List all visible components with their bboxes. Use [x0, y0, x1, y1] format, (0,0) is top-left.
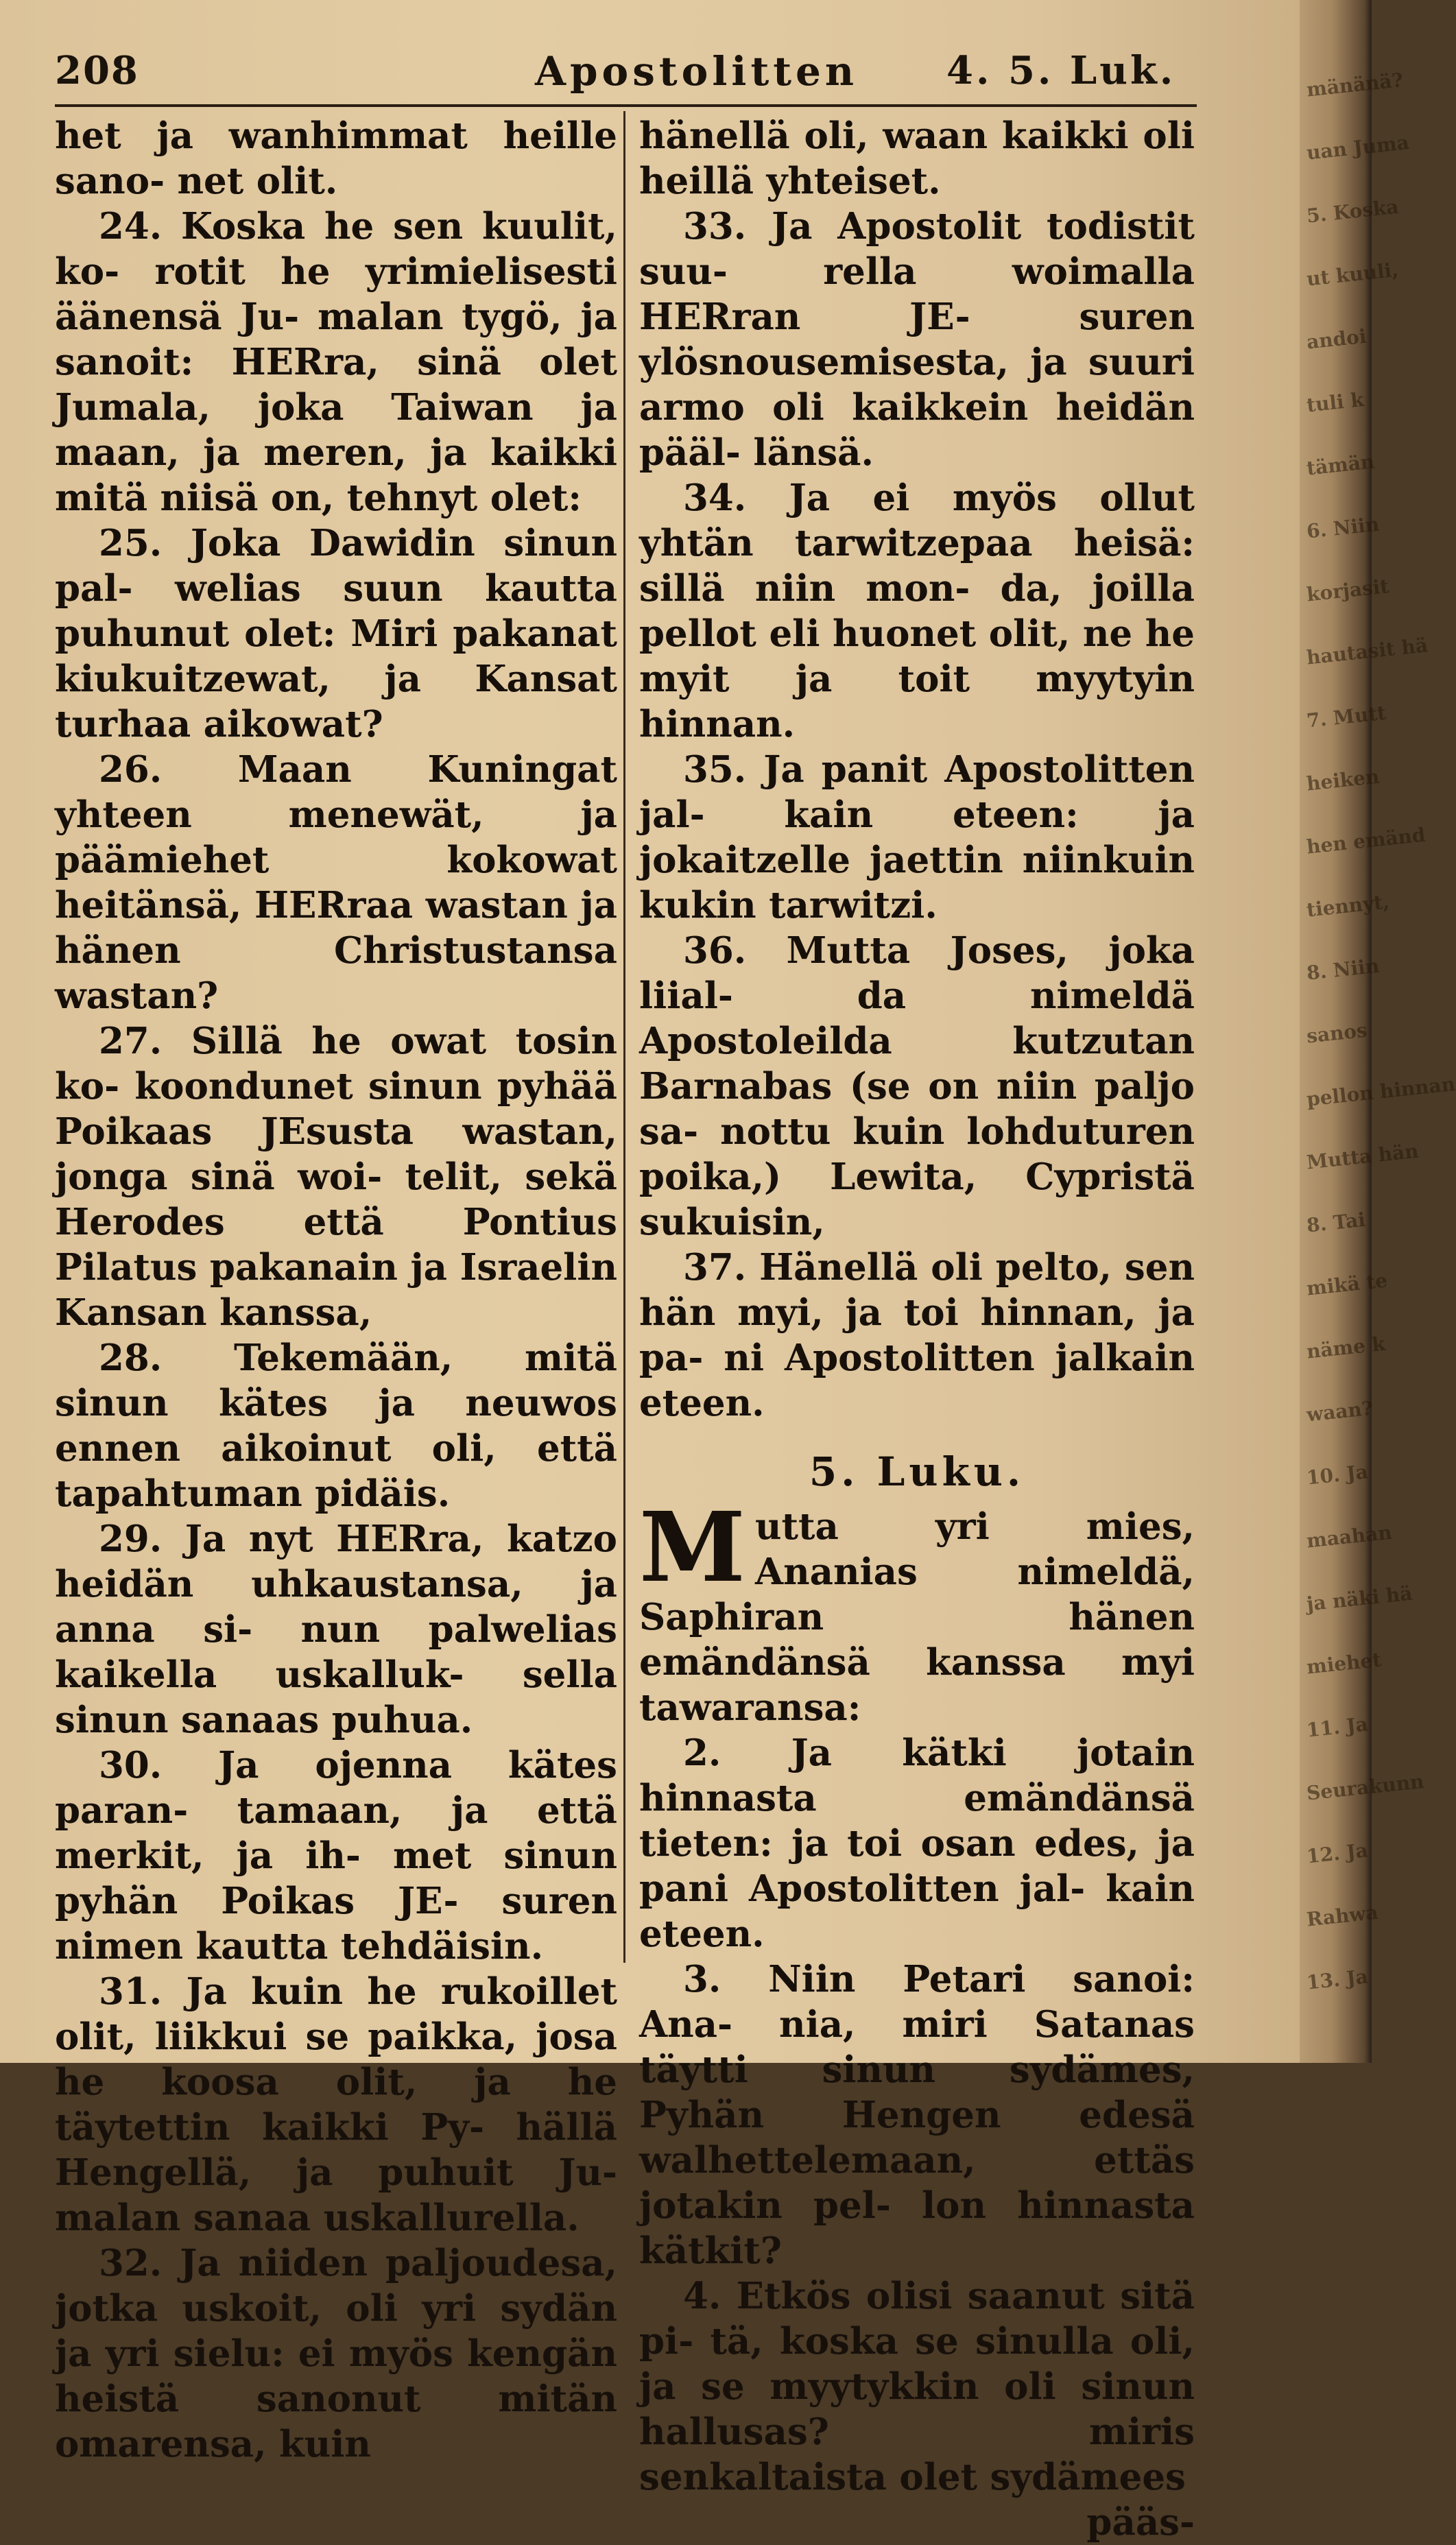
edge-fragment: tuli k: [1305, 388, 1365, 417]
edge-fragment: Rahwa: [1305, 1900, 1380, 1931]
edge-fragment: tiennyt,: [1305, 890, 1391, 922]
verse-34: 34. Ja ei myös ollut yhtän tarwitzepaa heisä: sillä niin mon- da, joilla pellot eli huonet olit, ne he myit ja toit myytyin hinnan.: [639, 477, 1195, 745]
edge-fragment: sanos: [1305, 1018, 1369, 1048]
edge-fragment: hautasit hä: [1305, 634, 1429, 669]
verse-4: 4. Etkös olisi saanut sitä pi- tä, koska se sinulla oli, ja se myytykkin oli sinun hallusas? miris senkaltaista olet sydämees: [639, 2275, 1195, 2498]
verse-28: 28. Tekemään, mitä sinun kätes ja neuwos ennen aikoinut oli, että tapahtuman pidäis.: [55, 1337, 617, 1515]
edge-fragment: 8. Tai: [1305, 1208, 1367, 1237]
header-rule: [55, 104, 1197, 107]
verse-31: 31. Ja kuin he rukoillet olit, liikkui se paikka, josa he koosa olit, ja he täytettin kaikki Py- hällä Hengellä, ja puhuit Ju- malan sanaa uskallurella.: [55, 1970, 617, 2239]
edge-fragment: andoi: [1305, 324, 1368, 354]
edge-fragment: mikä te: [1305, 1269, 1389, 1300]
column-divider: [623, 111, 625, 1963]
verse-32: 32. Ja niiden paljoudesa, jotka uskoit, oli yri sydän ja yri sielu: ei myös kengän heistä sanonut mitän omarensa, kuin: [55, 2242, 617, 2465]
edge-fragment: maahan: [1305, 1520, 1394, 1553]
verse-37: 37. Hänellä oli pelto, sen hän myi, ja toi hinnan, ja pa- ni Apostolitten jalkain eteen.: [639, 1246, 1195, 1424]
catchword: pääs-: [1086, 2501, 1195, 2544]
chapter-opening: [639, 1492, 1195, 1730]
edge-fragment: tämän: [1305, 450, 1376, 480]
verse-26: 26. Maan Kuningat yhteen menewät, ja päämiehet kokowat heitänsä, HERraa wastan ja hänen Christustansa wastan?: [55, 748, 617, 1017]
edge-fragment: 13. Ja: [1305, 1965, 1370, 1994]
verse-25: 25. Joka Dawidin sinun pal- welias suun kautta puhunut olet: Miri pakanat kiukuitzewat, ja Kansat turhaa aikowat?: [55, 522, 617, 745]
left-column: [55, 113, 617, 2467]
edge-fragment: Seurakunn: [1305, 1769, 1425, 1805]
right-column: [639, 113, 1195, 2545]
edge-fragment: hen emänd: [1305, 823, 1427, 859]
drop-cap: M: [639, 1492, 745, 1604]
edge-fragment: uan Juma: [1305, 131, 1411, 165]
paragraph: hänellä oli, waan kaikki oli heillä yhteiset.: [639, 115, 1195, 202]
edge-fragment: miehet: [1305, 1648, 1383, 1679]
verse-30: 30. Ja ojenna kätes paran- tamaan, ja että merkit, ja ih- met sinun pyhän Poikas JE- suren nimen kautta tehdäisin.: [55, 1744, 617, 1968]
opening-text: utta yri mies, Ananias nimeldä, Saphiran hänen emändänsä kanssa myi tawaransa:: [639, 1505, 1195, 1729]
edge-fragment: mänänä?: [1305, 69, 1405, 101]
adjacent-page-edge: [1300, 0, 1456, 2063]
edge-fragment: 10. Ja: [1305, 1460, 1370, 1490]
page-number: 208: [55, 48, 139, 93]
edge-fragment: 11. Ja: [1305, 1712, 1370, 1742]
chapter-reference: 4. 5. Luk.: [946, 48, 1176, 93]
edge-fragment: waan?: [1305, 1396, 1374, 1426]
edge-fragment: 8. Niin: [1305, 954, 1381, 985]
running-title: Apostolitten: [535, 48, 859, 95]
edge-fragment: näme k: [1305, 1332, 1387, 1363]
chapter-heading: 5. Luku.: [809, 1448, 1025, 1495]
verse-36: 36. Mutta Joses, joka liial- da nimeldä Apostoleilda kutzutan Barnabas (se on niin paljo sa- nottu kuin lohduturen poika,) Lewita, Cypristä sukuisin,: [639, 929, 1195, 1243]
paragraph: het ja wanhimmat heille sano- net olit.: [55, 115, 617, 202]
verse-29: 29. Ja nyt HERra, katzo heidän uhkaustansa, ja anna si- nun palwelias kaikella uskalluk- sella sinun sanaas puhua.: [55, 1518, 617, 1741]
edge-fragment: 7. Mutt: [1305, 701, 1387, 732]
edge-fragment: ja näki hä: [1305, 1581, 1413, 1616]
verse-35: 35. Ja panit Apostolitten jal- kain eteen: ja jokaitzelle jaettin niinkuin kukin tarwitzi.: [639, 748, 1195, 927]
edge-fragment: pellon hinnan: [1305, 1073, 1456, 1111]
edge-fragment: Mutta hän: [1305, 1139, 1420, 1174]
verse-2: 2. Ja kätki jotain hinnasta emändänsä tieten: ja toi osan edes, ja pani Apostolitten jal- kain eteen.: [639, 1732, 1195, 1955]
verse-24: 24. Koska he sen kuulit, ko- rotit he yrimielisesti äänensä Ju- malan tygö, ja sanoit: HERra, sinä olet Jumala, joka Taiwan ja maan, ja meren, ja kaikki mitä niisä on, tehnyt olet:: [55, 205, 617, 519]
edge-fragment: korjasit: [1305, 575, 1390, 606]
edge-fragment: 12. Ja: [1305, 1839, 1370, 1868]
edge-fragment: ut kuuli,: [1305, 258, 1400, 291]
edge-fragment: 6. Niin: [1305, 512, 1381, 543]
verse-3: 3. Niin Petari sanoi: Ana- nia, miri Satanas täytti sinun sydämes, Pyhän Hengen edesä walhettelemaan, ettäs jotakin pel- lon hinnasta kätkit?: [639, 1958, 1195, 2272]
verse-27: 27. Sillä he owat tosin ko- koondunet sinun pyhää Poikaas JEsusta wastan, jonga sinä woi- telit, sekä Herodes että Pontius Pilatus pakanain ja Israelin Kansan kanssa,: [55, 1020, 617, 1334]
running-header: [55, 41, 1193, 103]
edge-fragment: 5. Koska: [1305, 195, 1400, 228]
verse-33: 33. Ja Apostolit todistit suu- rella woimalla HERran JE- suren ylösnousemisesta, ja suuri armo oli kaikkein heidän pääl- länsä.: [639, 205, 1195, 474]
edge-fragment: heiken: [1305, 765, 1381, 796]
